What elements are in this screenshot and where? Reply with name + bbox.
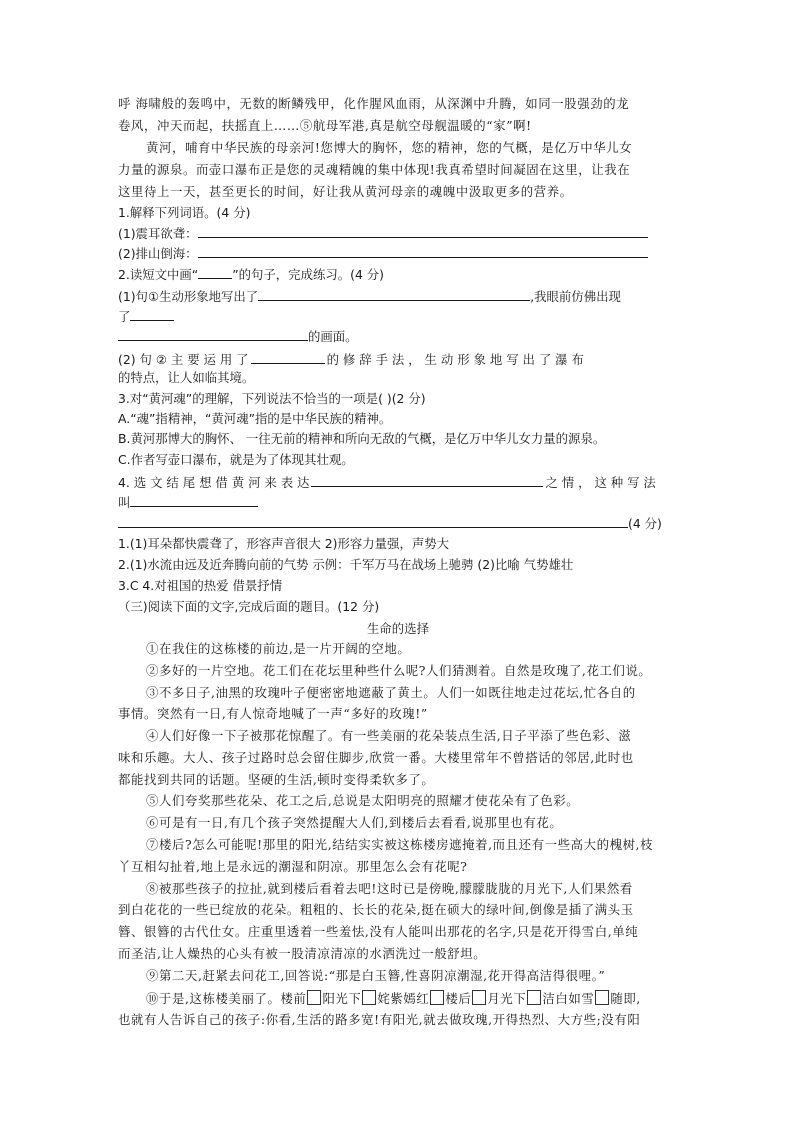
answer-blank[interactable] [130, 308, 174, 321]
question-2-title: 2.读短文中画“ ”的句子，完成练习。(4 分) [118, 267, 385, 282]
passage-line: 呼 海啸般的轰鸣中，无数的断鳞残甲，化作腥风血雨，从深渊中升腾，如同一股强劲的龙 [118, 96, 630, 111]
option-c: C.作者写壶口瀑布，就是为了体现其壮观。 [118, 452, 354, 467]
option-b: B.黄河那博大的胸怀、 一往无前的精神和所向无敌的气概，是亿万中华儿女力量的源泉。 [118, 431, 606, 446]
article-paragraph: ①在我住的这栋楼的前边,是一片开阔的空地。 [146, 641, 411, 656]
punctuation-box[interactable] [307, 990, 321, 1005]
answer-line: 1.(1)耳朵都快震聋了，形容声音很大 2)形容力量强，声势大 [118, 536, 450, 551]
question-1-1: (1)震耳欲聋： [118, 225, 678, 242]
article-paragraph: ⑤人们夸奖那些花朵、花工之后,总说是太阳明亮的照耀才使花朵有了色彩。 [146, 793, 580, 808]
article-paragraph: 都能找到共同的话题。坚硬的生活,顿时变得柔软多了。 [118, 772, 435, 787]
answer-line: 3.C 4.对祖国的热爱 借景抒情 [118, 578, 283, 593]
article-paragraph: 到白花花的一些已绽放的花朵。粗粗的、长长的花朵,挺在硕大的绿叶间,倒像是插了满头玉 [118, 902, 634, 917]
answer-blank[interactable] [118, 328, 308, 341]
section-heading: （三)阅读下面的文字,完成后面的题目。(12 分) [118, 599, 380, 614]
punctuation-box[interactable] [527, 990, 541, 1005]
question-1-2: (2)排山倒海： [118, 245, 678, 262]
answer-blank[interactable] [251, 351, 325, 364]
question-2-1-end: 的画面。 [118, 328, 678, 345]
answer-blank[interactable] [118, 515, 628, 528]
underline-marker [198, 266, 232, 279]
article-paragraph: ⑥可是有一日,有几个孩子突然提醒大人们,到楼后去看看,说那里也有花。 [146, 815, 563, 830]
passage-line: 这里待上一天，甚至更长的时间，好让我从黄河母亲的魂魄中汲取更多的营养。 [118, 184, 573, 199]
passage-line: 力量的源泉。而壶口瀑布正是您的灵魂精魄的集中体现!我真希望时间凝固在这里，让我在 [118, 162, 631, 177]
article-paragraph: 簪、银簪的古代仕女。庄重里透着一些羞怯,没有人能叫出那花的名字,只是花开得雪白,单纯 [118, 924, 639, 939]
passage-line: 黄河，哺育中华民族的母亲河!您博大的胸怀，您的精神，您的气概，是亿万中华儿女 [146, 140, 633, 155]
article-paragraph: ②多好的一片空地。花工们在花坛里种些什么呢?人们猜测着。自然是玫瑰了,花工们说。 [146, 663, 652, 678]
answer-blank[interactable] [311, 474, 543, 487]
article-paragraph: ⑦楼后?怎么可能呢!那里的阳光,结结实实被这栋楼房遮掩着,而且还有一些高大的槐树,枝 [146, 837, 654, 852]
article-paragraph: 也就有人告诉自己的孩子:你看,生活的路多宽!有阳光,就去做玫瑰,开得热烈、大方些;没有阳 [118, 1012, 641, 1027]
article-title: 生命的选择 [367, 621, 429, 636]
answer-blank[interactable] [198, 245, 648, 258]
question-2-2: (2) 句 ② 主 要 运 用 了 的 修 辞 手 法 ， 生 动 形 象 地 写 出 了 瀑 布 [118, 352, 584, 367]
passage-line: 卷风，冲天而起，扶摇直上……⑤航母军港,真是航空母舰温暖的“家”啊! [118, 118, 532, 133]
answer-blank[interactable] [130, 494, 258, 507]
question-4: 4. 选 文 结 尾 想 借 黄 河 来 表 达 之 情 ， 这 种 写 法 [118, 475, 656, 490]
article-paragraph: 味和乐趣。大人、孩子过路时总会留住脚步,欣赏一番。大楼里常年不曾搭话的邻居,此时也 [118, 750, 634, 765]
question-2-2-cont: 的特点，让人如临其境。 [118, 370, 255, 385]
article-paragraph: ⑧被那些孩子的拉扯,就到楼后看着去吧!这时已是傍晚,朦朦胧胧的月光下,人们果然看 [146, 881, 633, 896]
article-paragraph: ⑨第二天,赶紧去问花工,回答说:“那是白玉簪,性喜阴凉潮湿,花开得高洁得很哩。” [146, 968, 606, 983]
option-a: A.“魂”指精神，“黄河魂”指的是中华民族的精神。 [118, 411, 392, 426]
punctuation-box[interactable] [472, 990, 486, 1005]
question-2-1: (1)句①生动形象地写出了 ,我眼前仿佛出现 [118, 289, 621, 304]
question-2-1-cont: 了 [118, 308, 678, 325]
article-paragraph-with-boxes: ⑩于是,这栋楼美丽了。楼前 阳光下 姹紫嫣红 楼后 月光下 洁白如雪 随即, [146, 991, 641, 1006]
question-1-title: 1.解释下列词语。(4 分) [118, 205, 251, 220]
question-3-title: 3.对“黄河魂”的理解，下列说法不恰当的一项是( )(2 分) [118, 391, 426, 406]
article-paragraph: 事情。突然有一日,有人惊奇地喊了一声“多好的玫瑰!” [118, 706, 428, 721]
punctuation-box[interactable] [362, 990, 376, 1005]
punctuation-box[interactable] [595, 990, 609, 1005]
answer-line: 2.(1)水流由远及近奔腾向前的气势 示例：千军万马在战场上驰骋 (2)比喻 气势雄壮 [118, 557, 574, 572]
article-paragraph: 丫互相勾扯着,地上是永远的潮湿和阴凉。那里怎么会有花呢? [118, 859, 468, 874]
article-paragraph: 而圣洁,让人燥热的心头有被一股清凉清凉的水洒洗过一般舒坦。 [118, 946, 487, 961]
question-4-cont: 叫 [118, 494, 678, 511]
article-paragraph: ③不多日子,油黑的玫瑰叶子便密密地遮蔽了黄土。人们一如既往地走过花坛,忙各自的 [146, 685, 636, 700]
question-4-end: (4 分) [118, 515, 678, 532]
answer-blank[interactable] [198, 225, 648, 238]
answer-blank[interactable] [258, 288, 530, 301]
punctuation-box[interactable] [430, 990, 444, 1005]
article-paragraph: ④人们好像一下子被那花惊醒了。有一些美丽的花朵装点生活,日子平添了些色彩、滋 [146, 728, 632, 743]
